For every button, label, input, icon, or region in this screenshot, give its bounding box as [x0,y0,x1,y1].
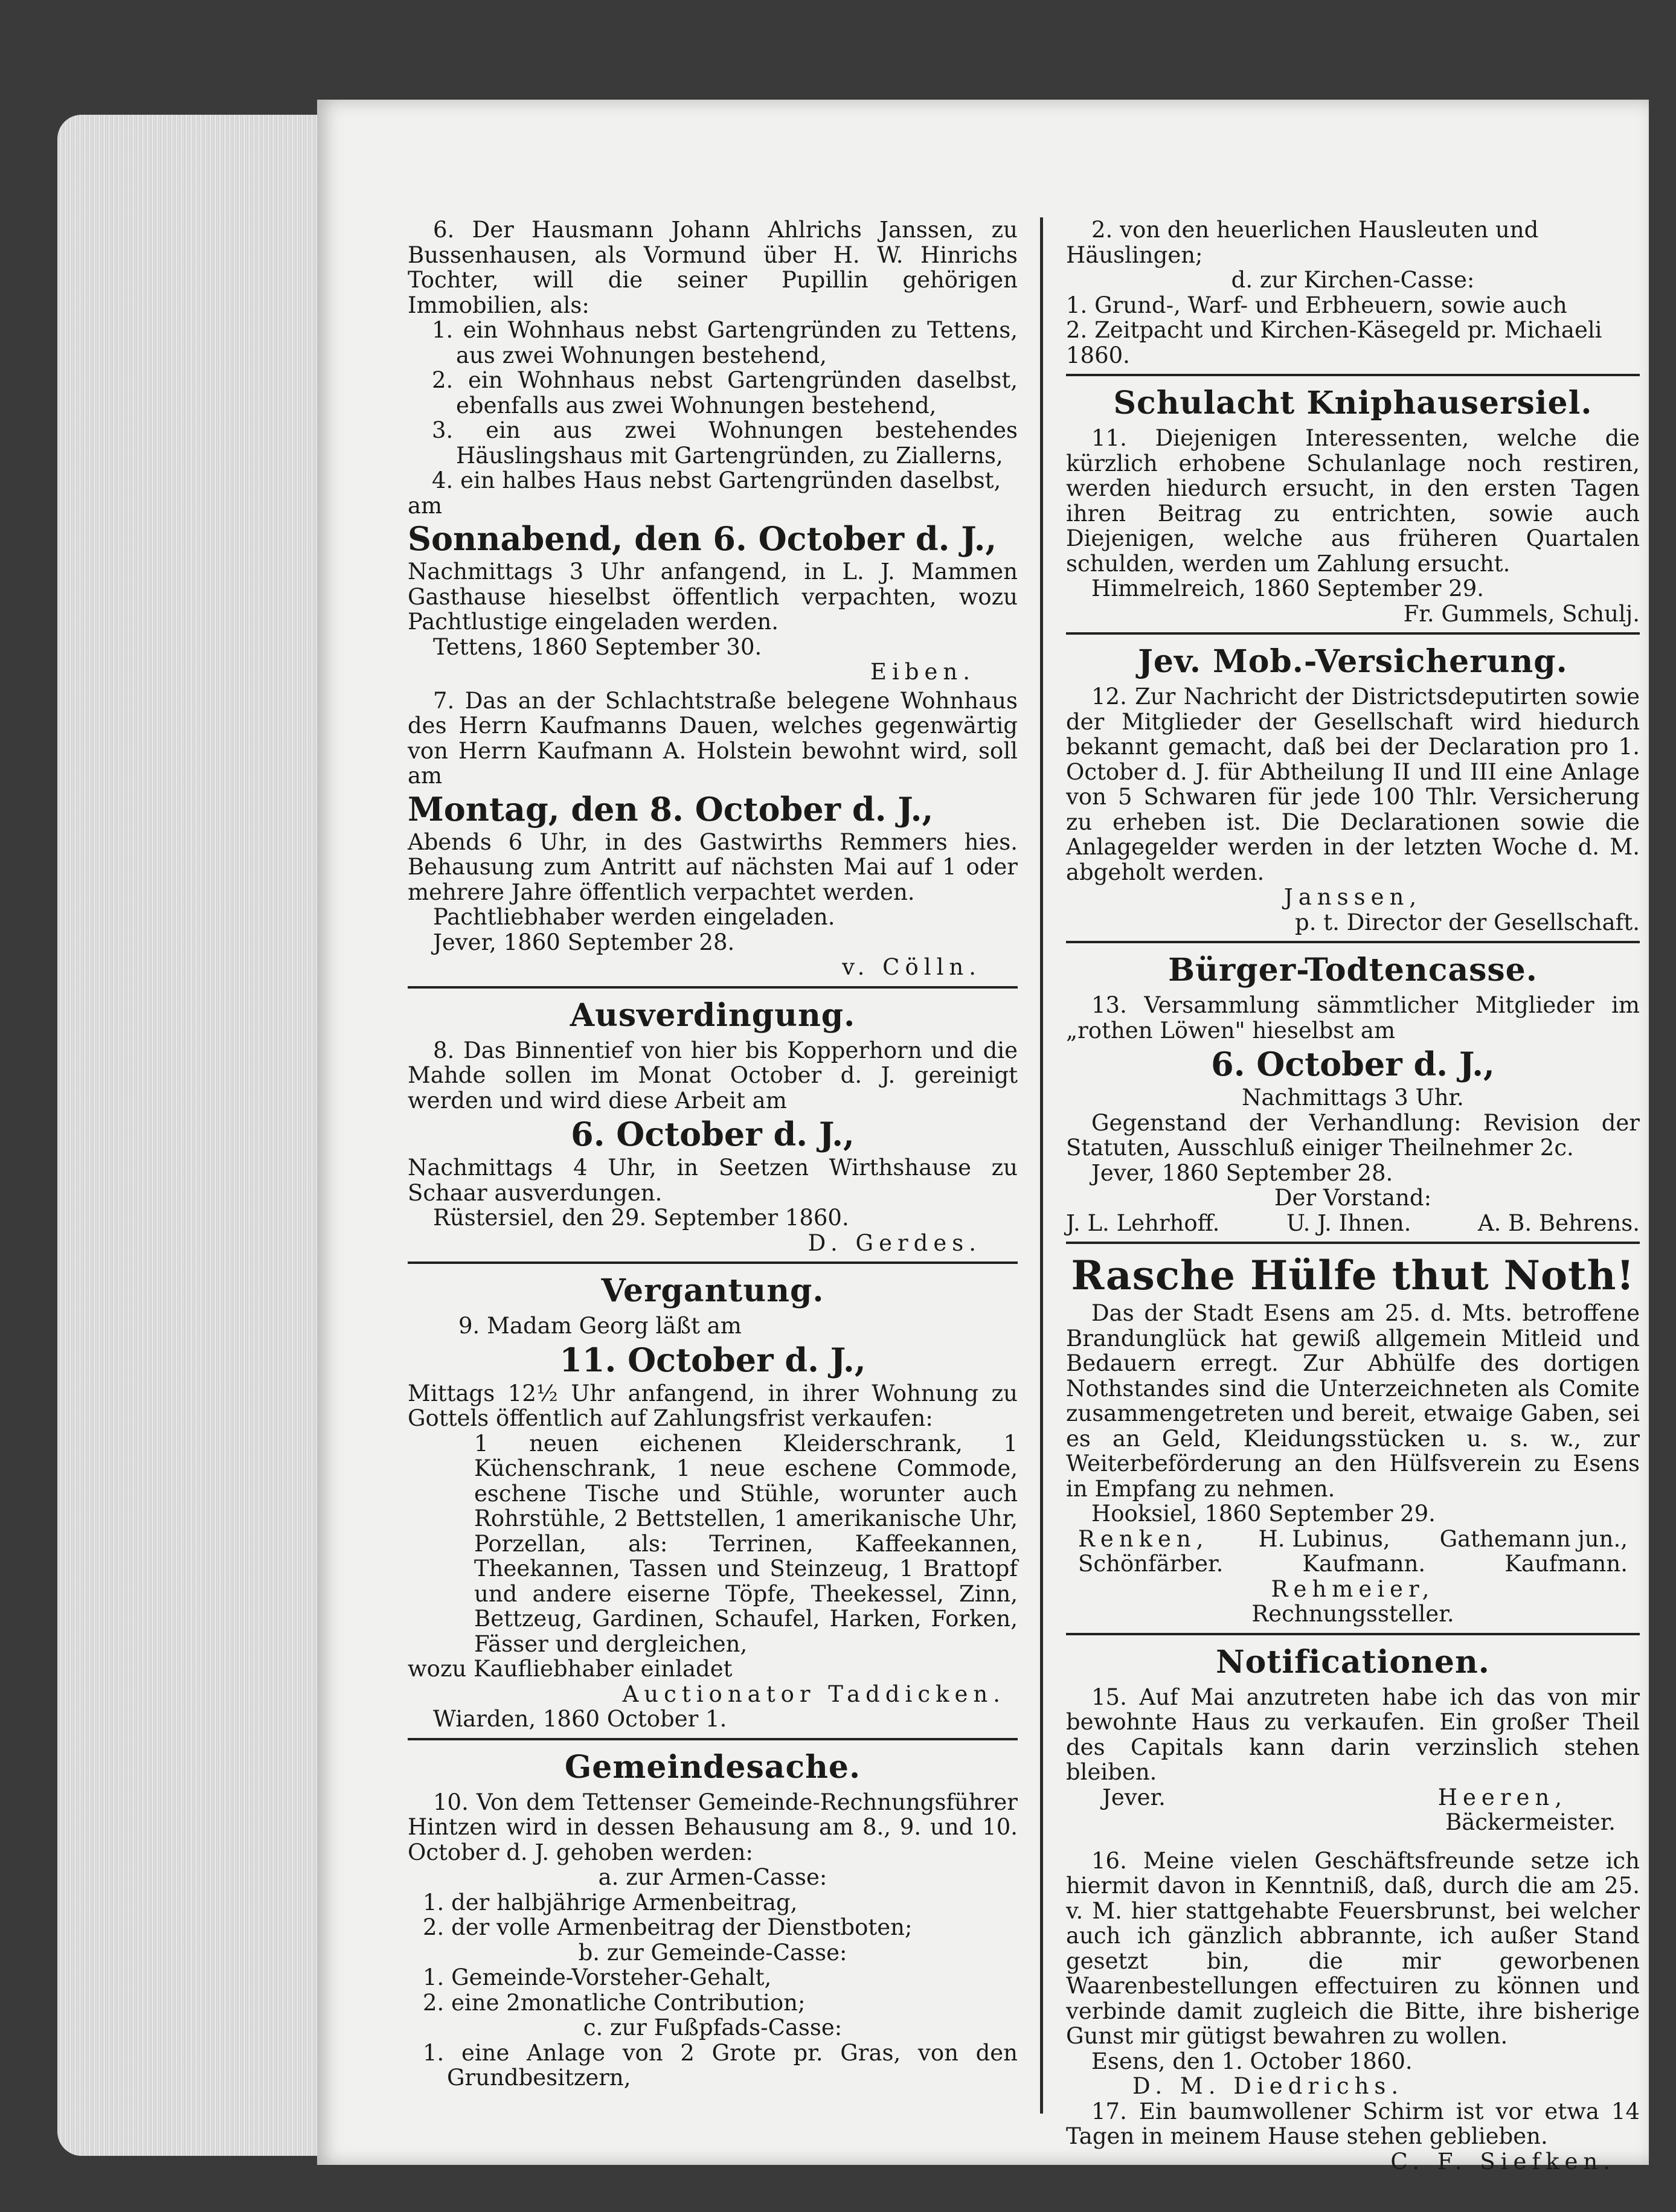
section-rule [1066,1242,1640,1244]
n16-body: 16. Meine vielen Geschäftsfreunde setze ich hiermit davon in Kenntniß, daß, durch die am 25. v. M. hier stattgehabte Feuersbrunst, bei welcher auch ich gänzlich abbrannte, ich außer Stand gesetzt bin, die mir geworbenen Waarenbestellungen effectuiren zu können und verbinde damit zugleich die Bitte, ihre bisherige Gunst mir gütigst bewahren zu wollen. [1066,1847,1640,2049]
ad14-body: Das der Stadt Esens am 25. d. Mts. betroffene Brandunglück hat gewiß allgemein Mitleid und Bedauern erregt. Zur Abhülfe des dortigen Nothstandes sind die Unterzeichneten als Comite zusammengetreten und bereit, etwaige Gaben, sei es an Geld, Kleidungsstücken u. s. w., zur Weiterbeförderung an den Hülfsverein zu Esens in Empfang zu nehmen. [1066,1300,1640,1502]
section-rule [1066,632,1640,635]
cont-item2: 2. von den heuerlichen Hausleuten und Häuslingen; [1066,217,1539,268]
cont-d-item: 2. Zeitpacht und Kirchen-Käsegeld pr. Michaeli 1860. [1066,317,1602,368]
heading-ausverdingung: Ausverdingung. [570,996,856,1034]
n15-body: 15. Auf Mai anzutreten habe ich das von mir bewohnte Haus zu verkaufen. Ein großer Theil des Capitals kann darin verzinslich stehen bleiben. [1066,1684,1640,1785]
ad7-body: Abends 6 Uhr, in des Gastwirths Remmers hies. Behausung zum Antritt auf nächsten Mai auf 1 oder mehrere Jahre öffentlich verpachtet werden. [408,829,1018,905]
section-rule [1066,941,1640,943]
ad9-signature: Auctionator Taddicken. [622,1681,1006,1707]
signer-title: Kaufmann. [1504,1551,1628,1577]
ad9-place-date: Wiarden, 1860 October 1. [433,1706,727,1732]
ad10-b-item: 2. eine 2monatliche Contribution; [423,1989,806,2016]
ad12-signature-title: p. t. Director der Gesellschaft. [1295,909,1640,935]
ad13-members [1066,1211,1640,1236]
signer-name: H. Lubinus, [1258,1525,1390,1552]
ad6-intro: 6. Der Hausmann Johann Ahlrichs Janssen, zu Bussenhausen, als Vormund über H. W. Hinrichs Tochter, will die seiner Pupillin gehörigen Immobilien, als: [408,217,1018,318]
ad9-list: 1 neuen eichenen Kleiderschrank, 1 Küchenschrank, 1 neue eschene Commode, eschene Tische und Stühle, worunter auch Rohrstühle, 2 Bettstellen, 1 amerikanische Uhr, Porzellan, als: Terrinen, Kaffeekannen, Theekannen, Tassen und Steinzeug, 1 Brattopf und andere eiserne Töpfe, Theekessel, Zinn, Bettzeug, Gardinen, Schaufel, Harken, Forken, Fässer und dergleichen, [474,1430,1018,1657]
ad9-intro: 9. Madam Georg läßt am [458,1313,742,1339]
ad7-signature: v. Cölln. [842,954,981,980]
ad6-place-date: Tettens, 1860 September 30. [433,633,762,660]
section-rule [408,986,1018,989]
ad6-signature: Eiben. [870,659,975,685]
heading-rasche-huelfe: Rasche Hülfe thut Noth! [1071,1252,1635,1299]
section-rule [1066,1633,1640,1635]
section-rule [408,1738,1018,1740]
ad11-signature: Fr. Gummels, Schulj. [1403,600,1640,627]
ad8-date: 6. October d. J., [571,1115,855,1153]
ad14-signers-row2 [1066,1551,1640,1577]
ad13-date: 6. October d. J., [1211,1045,1495,1083]
n17-signature: C. F. Siefken. [1390,2148,1616,2175]
n15-place: Jever. [1102,1784,1166,1810]
n15-title: Bäckermeister. [1445,1809,1616,1835]
ad6-am: am [408,492,443,519]
ad11-body: 11. Diejenigen Interessenten, welche die kürzlich erhobene Schulanlage noch restiren, werden hiedurch ersucht, in den ersten Tagen ihren Beitrag zu entrichten, sowie auch Diejenigen, welche aus früheren Quartalen schulden, werden um Zahlung ersucht. [1066,425,1640,577]
cont-d-item: 1. Grund-, Warf- und Erbheuern, sowie auch [1066,292,1567,318]
signer-name: Renken, [1078,1525,1209,1552]
ad14-signer3: Rehmeier, [1271,1576,1435,1602]
ad6-item: 3. ein aus zwei Wohnungen bestehendes Häuslingshaus mit Gartengründen, zu Ziallerns, [432,417,1018,469]
ad6-date: Sonnabend, den 6. October d. J., [408,519,997,558]
section-rule [408,1261,1018,1264]
heading-gemeindesache: Gemeindesache. [564,1748,861,1786]
ad7-intro: 7. Das an der Schlachtstraße belegene Wohnhaus des Herrn Kaufmanns Dauen, welches gegenwärtig von Herrn Kaufmann A. Holstein bewohnt wird, soll am [408,687,1018,789]
heading-buerger: Bürger-Todtencasse. [1168,952,1538,989]
column-divider [1040,217,1043,2114]
heading-schulacht: Schulacht Kniphausersiel. [1113,385,1593,422]
ad9-body: Mittags 12½ Uhr anfangend, in ihrer Wohnung zu Gottels öffentlich auf Zahlungsfrist verkaufen: [408,1380,1018,1431]
ad6-item: 4. ein halbes Haus nebst Gartengründen daselbst, [432,467,1001,493]
ad6-item: 2. ein Wohnhaus nebst Gartengründen daselbst, ebenfalls aus zwei Wohnungen bestehend, [432,367,1018,418]
ad14-place-date: Hooksiel, 1860 September 29. [1091,1501,1436,1527]
ad9-date: 11. October d. J., [559,1340,866,1379]
signer-name: Gathemann jun., [1439,1525,1628,1552]
left-column [408,217,1018,2091]
ad9-invite: wozu Kaufliebhaber einladet [408,1656,733,1682]
n16-signature: D. M. Diedrichs. [1132,2073,1404,2099]
ad13-time: Nachmittags 3 Uhr. [1242,1085,1464,1111]
ad13-intro: 13. Versammlung sämmtlicher Mitglieder im „rothen Löwen" hieselbst am [1066,992,1640,1043]
ad13-agenda: Gegenstand der Verhandlung: Revision der Statuten, Ausschluß einiger Theilnehmer 2c. [1066,1109,1640,1161]
book-page-edges [57,115,323,2156]
ad7-invite: Pachtliebhaber werden eingeladen. [433,904,835,930]
ad8-place-date: Rüstersiel, den 29. September 1860. [433,1205,849,1231]
ad14-signers-row1 [1066,1527,1640,1552]
ad10-c-title: c. zur Fußpfads-Casse: [583,2015,843,2040]
right-column [1066,217,1640,2174]
ad10-a-item: 1. der halbjährige Armenbeitrag, [423,1889,798,1915]
ad8-intro: 8. Das Binnentief von hier bis Kopperhorn und die Mahde sollen im Monat October d. J. gereinigt werden und wird diese Arbeit am [408,1037,1018,1114]
n15-sign-row [1066,1785,1640,1810]
ad13-board: Der Vorstand: [1274,1185,1432,1211]
ad10-c-item: 1. eine Anlage von 2 Grote pr. Gras, von den Grundbesitzern, [423,2039,1018,2091]
ad6-body: Nachmittags 3 Uhr anfangend, in L. J. Mammen Gasthause hieselbst öffentlich verpachten, wozu Pachtlustige eingeladen werden. [408,559,1018,635]
ad10-b-item: 1. Gemeinde-Vorsteher-Gehalt, [423,1964,772,1990]
ad6-item: 1. ein Wohnhaus nebst Gartengründen zu Tettens, aus zwei Wohnungen bestehend, [432,317,1018,368]
ad13-place-date: Jever, 1860 September 28. [1091,1159,1393,1186]
n17-body: 17. Ein baumwollener Schirm ist vor etwa 14 Tagen in meinem Hause stehen geblieben. [1066,2098,1640,2149]
heading-notificationen: Notificationen. [1216,1643,1490,1681]
ad10-a-item: 2. der volle Armenbeitrag der Dienstboten; [423,1914,913,1940]
ad7-place-date: Jever, 1860 September 28. [433,929,735,955]
ad10-a-title: a. zur Armen-Casse: [598,1864,827,1890]
cont-d-title: d. zur Kirchen-Casse: [1231,267,1475,293]
member-name: A. B. Behrens. [1477,1210,1640,1236]
heading-vergantung: Vergantung. [601,1272,824,1309]
member-name: U. J. Ihnen. [1286,1210,1411,1236]
ad8-signature: D. Gerdes. [807,1229,981,1256]
ad14-signer3-title: Rechnungssteller. [1251,1601,1454,1627]
ad8-body: Nachmittags 4 Uhr, in Seetzen Wirthshause zu Schaar ausverdungen. [408,1155,1018,1206]
ad12-signature: Janssen, [1283,884,1422,910]
signer-title: Schönfärber. [1078,1551,1224,1577]
ad12-body: 12. Zur Nachricht der Districtsdeputirten sowie der Mitglieder der Gesellschaft wird hiedurch bekannt gemacht, daß bei der Declaration pro 1. October d. J. für Abtheilung II und III eine Anlage von 5 Schwaren für jede 100 Thlr. Versicherung zu erheben ist. Die Declarationen sowie die Anlagegelder werden in der letzten Woche d. M. abgeholt werden. [1066,684,1640,885]
n15-signature: Heeren, [1437,1784,1567,1810]
ad10-intro: 10. Von dem Tettenser Gemeinde-Rechnungsführer Hintzen wird in dessen Behausung am 8., 9. und 10. October d. J. gehoben werden: [408,1789,1018,1865]
heading-jev-mob: Jev. Mob.-Versicherung. [1138,643,1568,680]
ad7-date: Montag, den 8. October d. J., [408,789,934,829]
member-name: J. L. Lehrhoff. [1066,1210,1220,1236]
signer-title: Kaufmann. [1302,1551,1426,1577]
section-rule [1066,374,1640,376]
ad11-place-date: Himmelreich, 1860 September 29. [1091,575,1485,601]
ad10-b-title: b. zur Gemeinde-Casse: [578,1939,847,1966]
n16-place-date: Esens, den 1. October 1860. [1091,2048,1413,2074]
